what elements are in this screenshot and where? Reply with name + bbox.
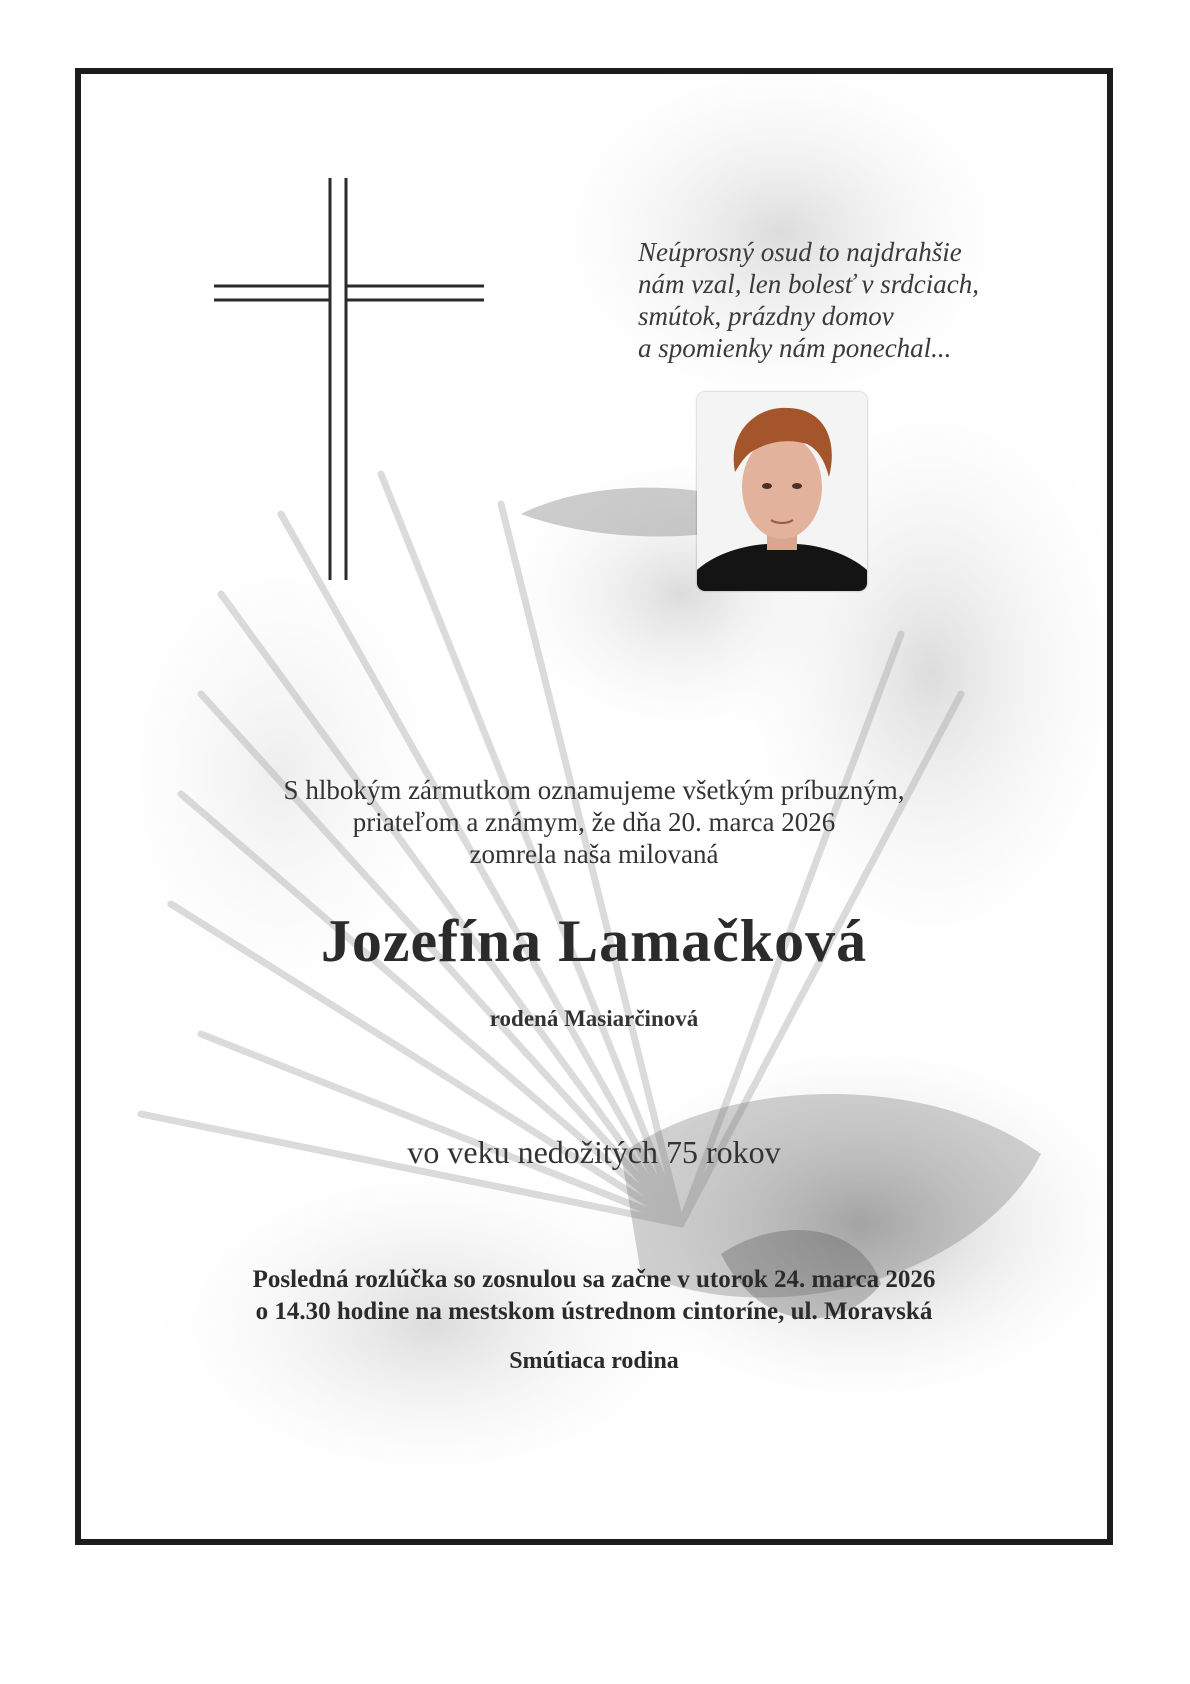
cross-icon (214, 178, 484, 580)
funeral-details (81, 1264, 1107, 1328)
funeral-line: o 14.30 hodine na mestskom ústrednom cintoríne, ul. Moravská (255, 1298, 933, 1325)
announcement-line: priateľom a známym, že dňa 20. marca 2026 (352, 807, 836, 837)
announcement-line: S hlbokým zármutkom oznamujeme všetkým príbuzným, (283, 775, 905, 805)
portrait-photo (697, 392, 867, 591)
age-text: vo veku nedožitých 75 rokov (407, 1134, 781, 1170)
obituary-frame (75, 68, 1113, 1545)
announcement-line: zomrela naša milovaná (469, 839, 719, 869)
verse-line: a spomienky nám ponechal... (638, 333, 952, 363)
memorial-verse (638, 236, 1058, 364)
announcement-text (81, 774, 1107, 870)
funeral-line: Posledná rozlúčka so zosnulou sa začne v utorok 24. marca 2026 (252, 1266, 936, 1293)
verse-line: nám vzal, len bolesť v srdciach, (638, 269, 980, 299)
signature: Smútiaca rodina (509, 1348, 679, 1374)
deceased-name: Jozefína Lamačková (320, 908, 868, 974)
verse-line: Neúprosný osud to najdrahšie (638, 237, 962, 267)
maiden-name: rodená Masiarčinová (489, 1006, 699, 1031)
verse-line: smútok, prázdny domov (638, 301, 894, 331)
